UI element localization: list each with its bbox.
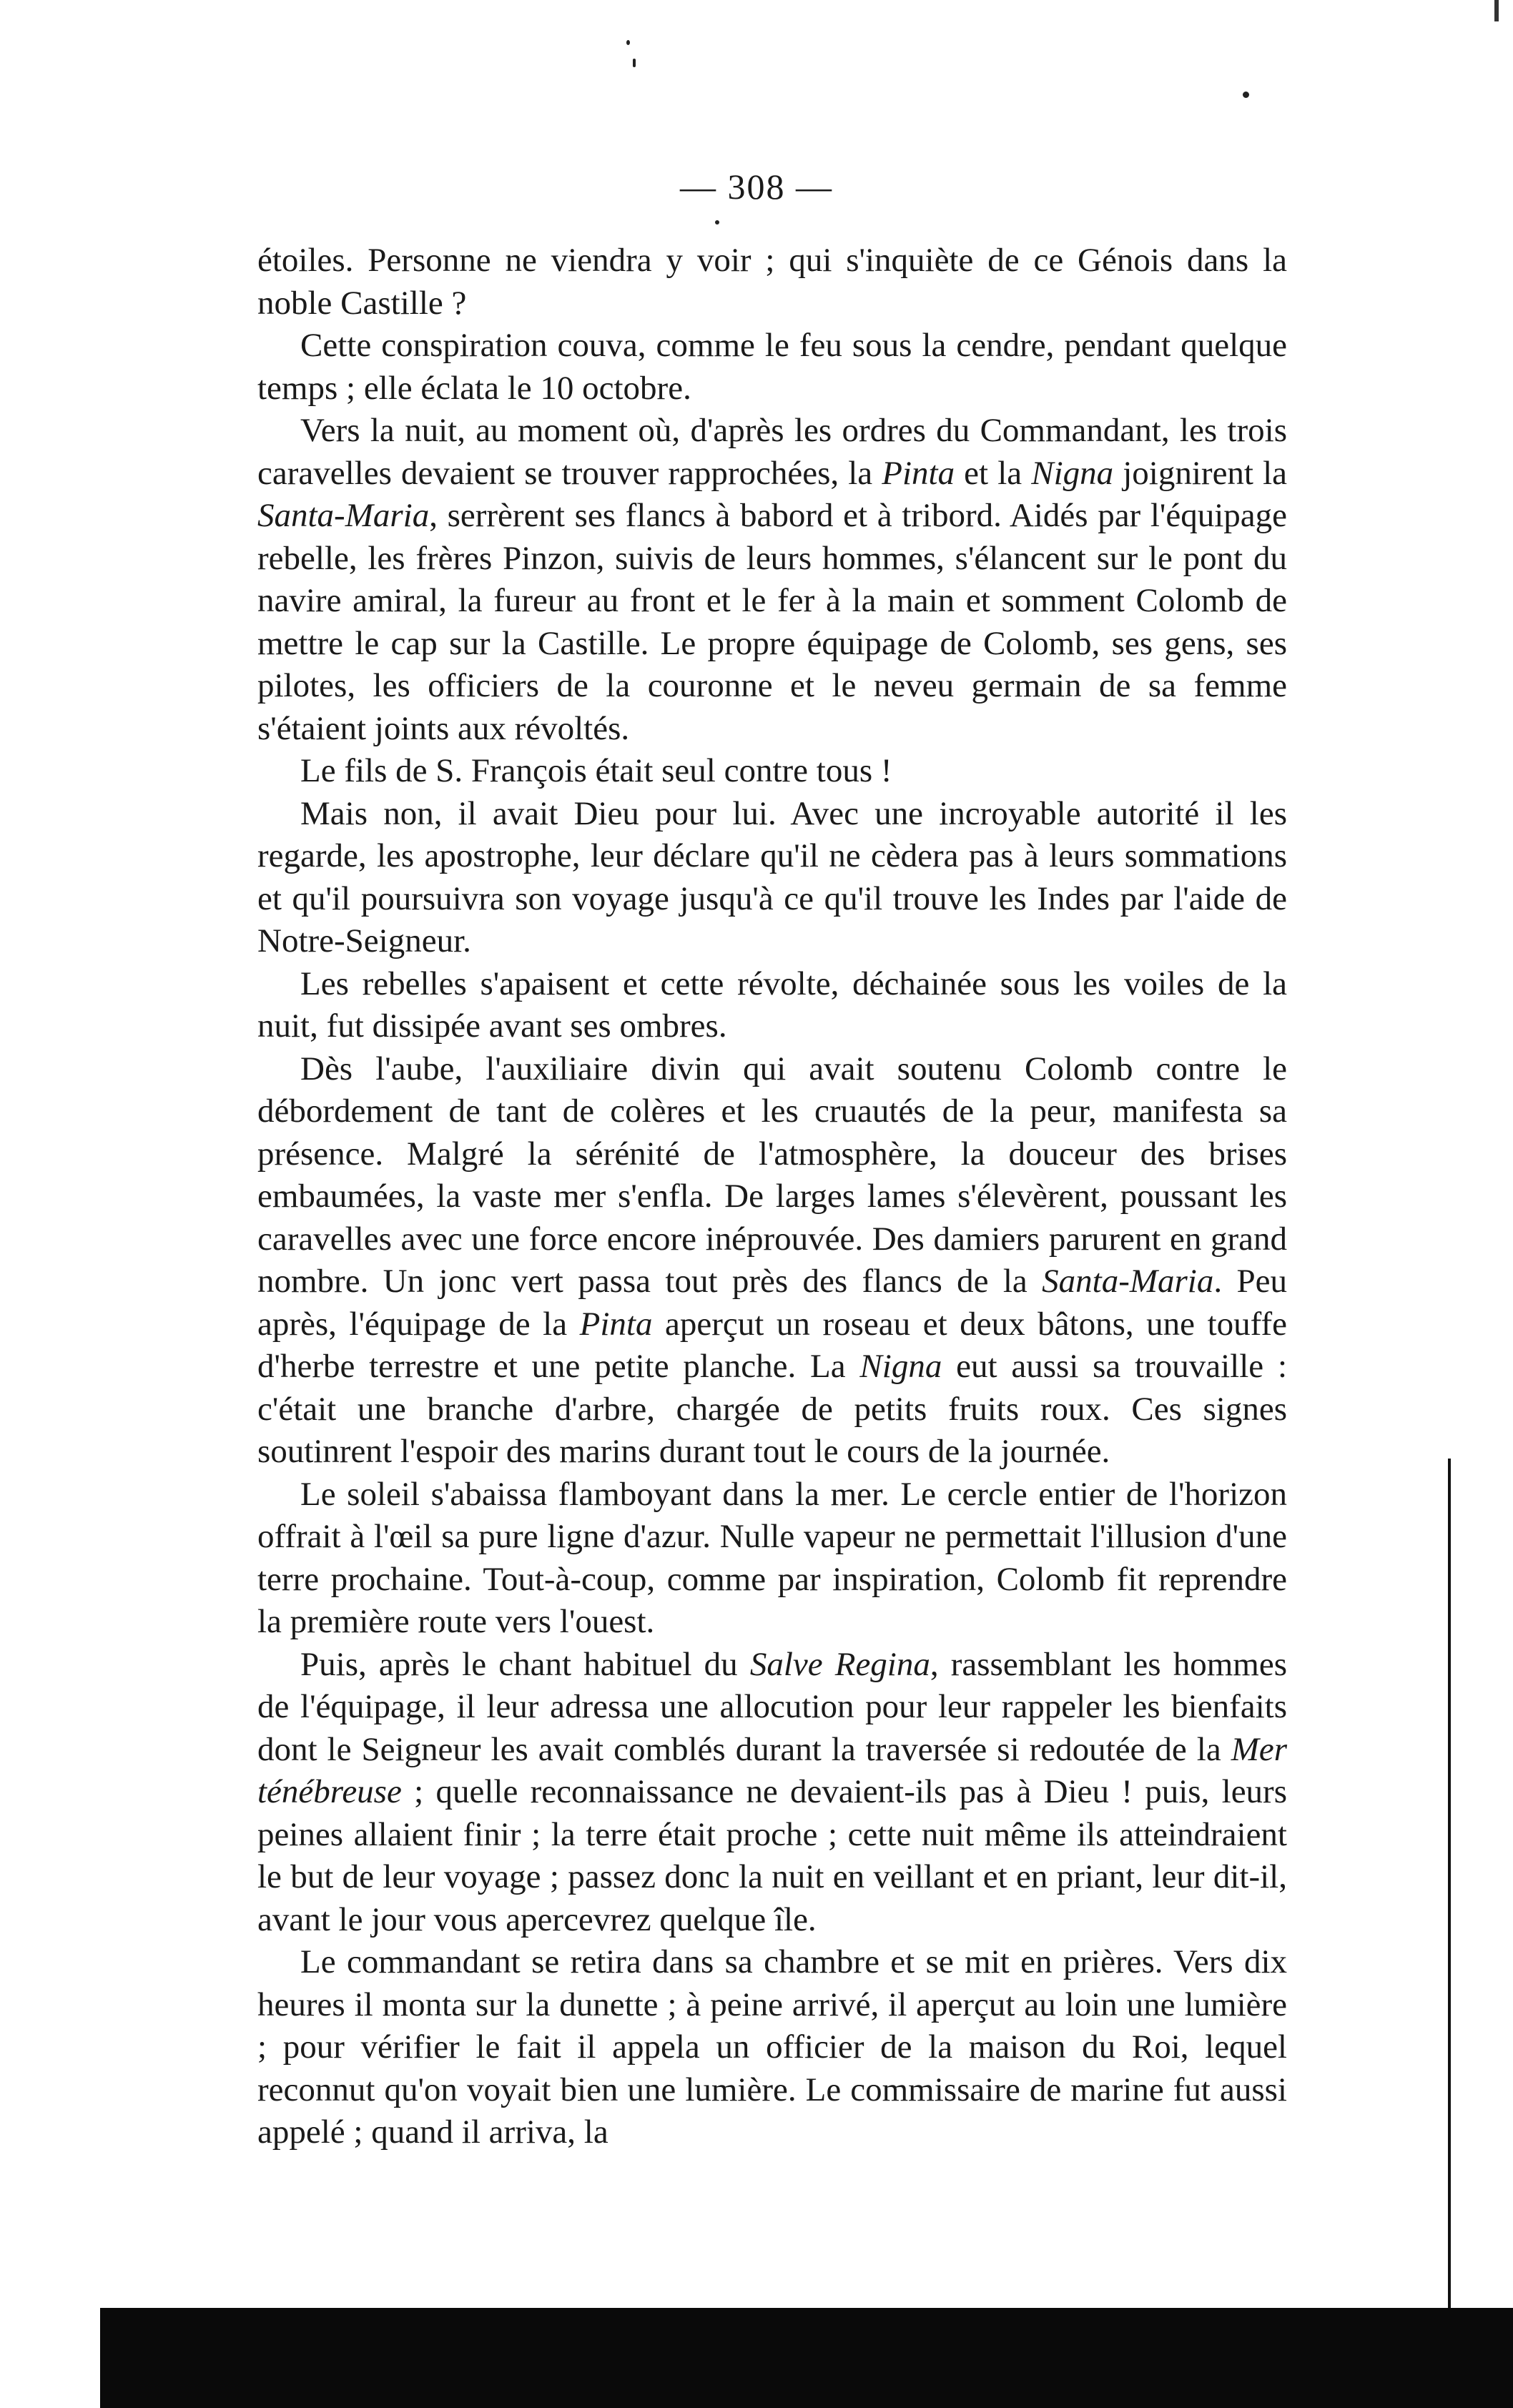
scan-speck xyxy=(626,40,630,45)
paragraph: Le commandant se retira dans sa chambre et se mit en prières. Vers dix heures il monta sur la dunette ; à peine arrivé, il aperçut au loin une lumière ; pour vérifier le fait il appela un officier de la maison du Roi, lequel reconnut qu'on voyait bien une lumière. Le commissaire de marine fut aussi appelé ; quand il arriva, la xyxy=(257,1943,1287,2151)
scan-edge-mark xyxy=(1494,0,1499,21)
paragraph: Le soleil s'abaissa flamboyant dans la mer. Le cercle entier de l'horizon offrait à l'œil sa pure ligne d'azur. Nulle vapeur ne permettait l'illusion d'une terre prochaine. Tout-à-coup, comme par inspiration, Colomb fit reprendre la première route vers l'ouest. xyxy=(257,1475,1287,1640)
scan-speck xyxy=(715,220,719,224)
paragraph: Dès l'aube, l'auxiliaire divin qui avait soutenu Colomb contre le débordement de tant de colères et les cruautés de la peur, manifesta sa présence. Malgré la sérénité de l'atmosphère, la douceur des brises embaumées, la vaste mer s'enfla. De larges lames s'élevèrent, poussant les caravelles avec une force encore inéprouvée. Des damiers parurent en grand nombre. Un jonc vert passa tout près des flancs de la Santa-Maria. Peu après, l'équipage de la Pinta aperçut un roseau et deux bâtons, une touffe d'herbe terrestre et une petite planche. La Nigna eut aussi sa trouvaille : c'était une branche d'arbre, chargée de petits fruits roux. Ces signes soutinrent l'espoir des marins durant tout le cours de la journée. xyxy=(257,1050,1288,1470)
body-text xyxy=(257,240,1287,2154)
scan-bottom-border xyxy=(100,2308,1513,2408)
paragraph: étoiles. Personne ne viendra y voir ; qui s'inquiète de ce Génois dans la noble Castille ? xyxy=(257,242,1287,322)
scan-speck xyxy=(633,59,636,67)
scan-edge-line xyxy=(1448,1459,1451,2316)
page-number: — 308 — xyxy=(680,167,833,207)
paragraph: Les rebelles s'apaisent et cette révolte, déchainée sous les voiles de la nuit, fut dissipée avant ses ombres. xyxy=(257,964,1287,1045)
paragraph: Le fils de S. François était seul contre tous ! xyxy=(300,752,892,789)
paragraph: Cette conspiration couva, comme le feu sous la cendre, pendant quelque temps ; elle éclata le 10 octobre. xyxy=(257,327,1287,407)
paragraph: Vers la nuit, au moment où, d'après les ordres du Commandant, les trois caravelles devaient se trouver rapprochées, la Pinta et la Nigna joignirent la Santa-Maria, serrèrent ses flancs à babord et à tribord. Aidés par l'équipage rebelle, les frères Pinzon, suivis de leurs hommes, s'élancent sur le pont du navire amiral, la fureur au front et le fer à la main et somment Colomb de mettre le cap sur la Castille. Le propre équipage de Colomb, ses gens, ses pilotes, les officiers de la couronne et le neveu germain de sa femme s'étaient joints aux révoltés. xyxy=(257,412,1288,747)
paragraph: Puis, après le chant habituel du Salve Regina, rassemblant les hommes de l'équipage, il leur adressa une allocution pour leur rappeler les bienfaits dont le Seigneur les avait comblés durant la traversée si redoutée de la Mer ténébreuse ; quelle reconnaissance ne devaient-ils pas à Dieu ! puis, leurs peines allaient finir ; la terre était proche ; cette nuit même ils atteindraient le but de leur voyage ; passez donc la nuit en veillant et en priant, leur dit-il, avant le jour vous apercevrez quelque île. xyxy=(257,1645,1287,1938)
scan-speck xyxy=(1243,92,1249,98)
paragraph: Mais non, il avait Dieu pour lui. Avec une incroyable autorité il les regarde, les apostrophe, leur déclare qu'il ne cèdera pas à leurs sommations et qu'il poursuivra son voyage jusqu'à ce qu'il trouve les Indes par l'aide de Notre-Seigneur. xyxy=(257,794,1287,959)
